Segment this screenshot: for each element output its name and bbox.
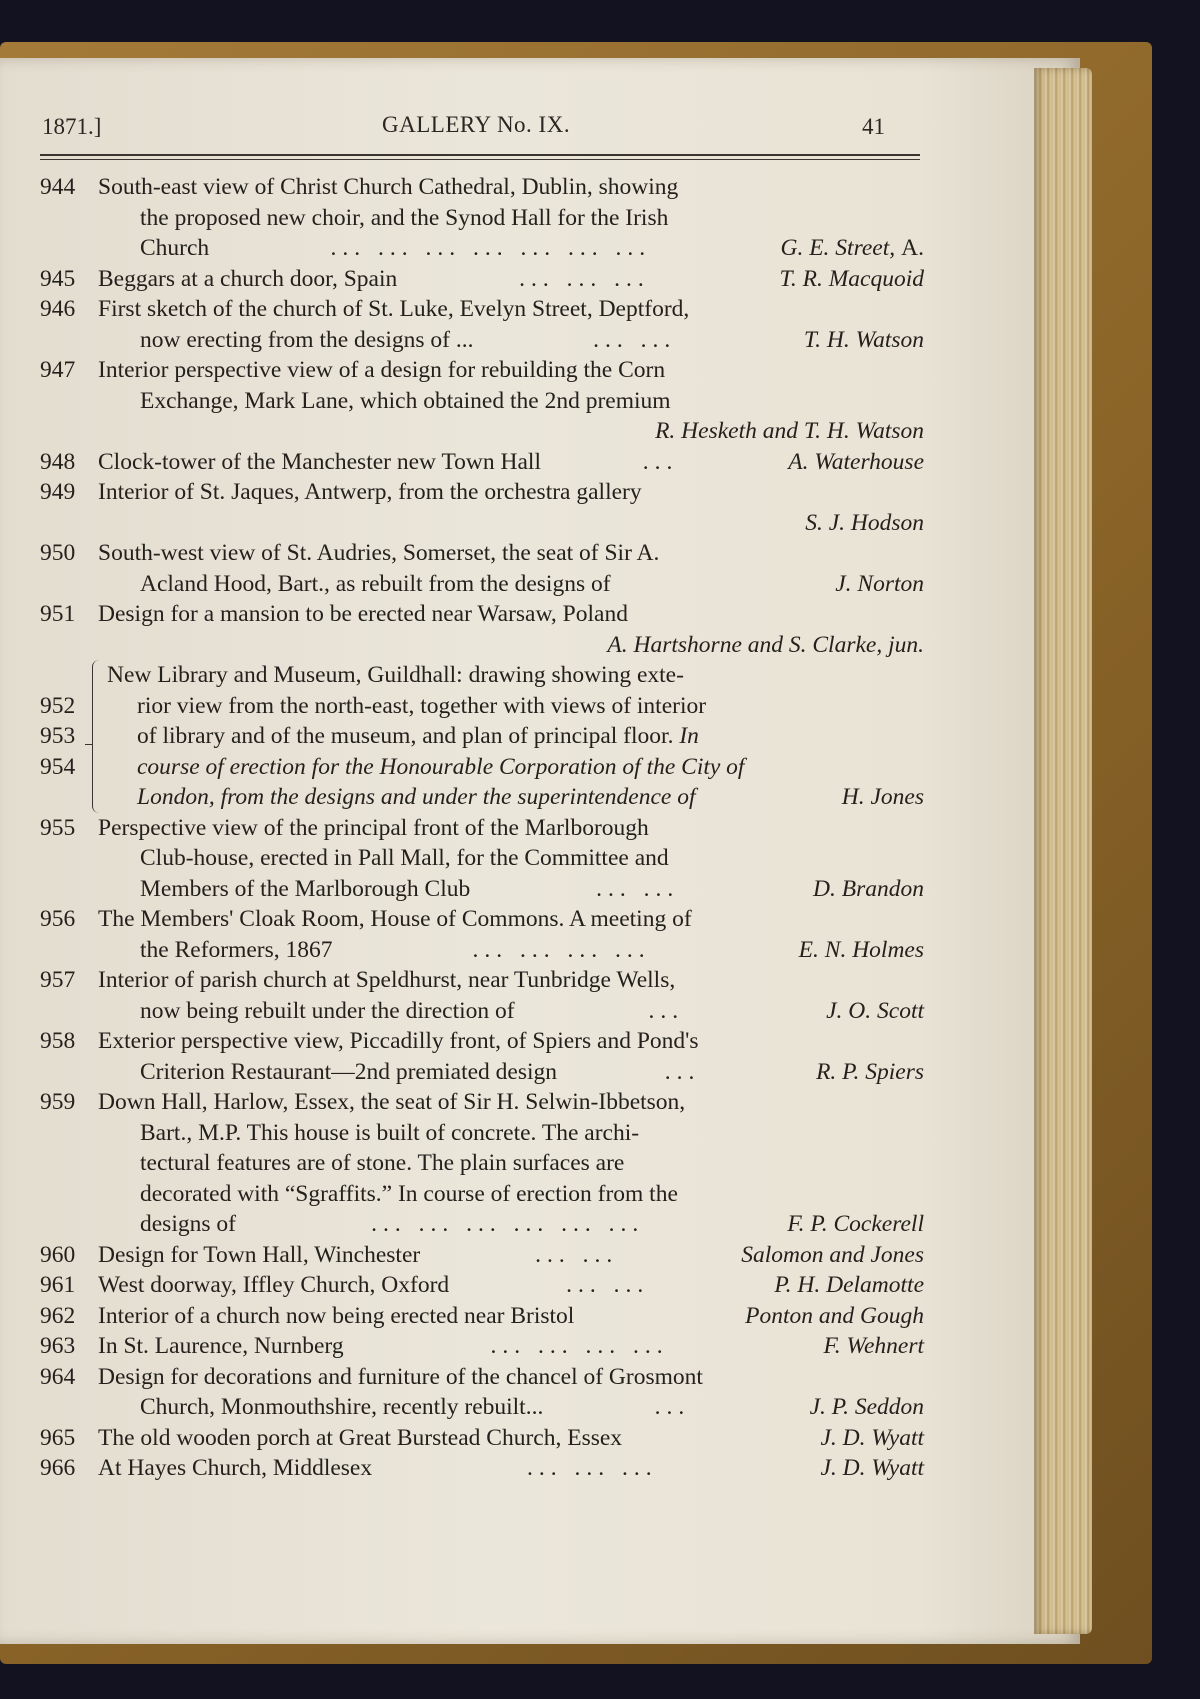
entry-author: R. P. Spiers: [816, 1058, 924, 1085]
entry-text: Acland Hood, Bart., as rebuilt from the designs of: [140, 570, 611, 597]
entry-number: 963: [40, 1333, 76, 1359]
entry-number: 946: [40, 296, 76, 322]
entry-number: 947: [40, 357, 76, 383]
entry-line: [98, 1331, 924, 1362]
entry-line: [98, 599, 924, 630]
entry-line: [98, 1026, 924, 1057]
entry-text: Church: [140, 235, 210, 261]
entry-text: South-east view of Christ Church Cathedral, Dublin, showing: [98, 174, 679, 200]
leader-dots: ...: [654, 1394, 691, 1420]
catalogue-entry: [40, 1087, 924, 1240]
catalogue-entry: [40, 965, 924, 1026]
entry-text: Design for a mansion to be erected near Warsaw, Poland: [98, 601, 628, 627]
catalogue-entry: [40, 1026, 924, 1087]
entry-text: Down Hall, Harlow, Essex, the seat of Sir H. Selwin-Ibbetson,: [98, 1089, 686, 1115]
entry-author: P. H. Delamotte: [774, 1272, 924, 1298]
entry-line: [98, 874, 924, 905]
catalogue-entry: [40, 1362, 924, 1423]
catalogue-entry: [40, 538, 924, 599]
entry-text: Perspective view of the principal front of the Marlborough: [98, 814, 649, 841]
entry-line: [98, 935, 924, 966]
entry-text: Interior perspective view of a design for rebuilding the Corn: [98, 357, 666, 383]
entry-line: [98, 904, 924, 935]
entry-text: Members of the Marlborough Club: [140, 875, 471, 902]
catalogue-entry: [40, 1423, 924, 1454]
catalogue-entry: [40, 1331, 924, 1362]
entry-line: [98, 325, 924, 356]
header-rule: [40, 154, 920, 156]
entry-author: A. Hartshorne and S. Clarke, jun.: [607, 631, 924, 658]
entry-author: S. J. Hodson: [805, 509, 924, 536]
entry-number: 950: [40, 540, 76, 566]
entry-author: Salomon and Jones: [741, 1241, 924, 1268]
entry-number: 957: [40, 967, 76, 993]
entry-text: the proposed new choir, and the Synod Hall for the Irish: [140, 204, 669, 231]
entry-number: 944: [40, 174, 76, 200]
entry-line: [98, 813, 924, 844]
entry-text: Design for Town Hall, Winchester: [98, 1241, 421, 1268]
entry-line: [98, 1423, 924, 1454]
entry-author: Ponton and Gough: [745, 1302, 924, 1329]
entry-number: 954: [40, 753, 76, 780]
page-edges: [1034, 68, 1092, 1634]
entry-number: 956: [40, 906, 76, 932]
entry-author: D. Brandon: [813, 875, 924, 902]
entry-author: T. H. Watson: [803, 326, 924, 353]
entry-text: West doorway, Iffley Church, Oxford: [98, 1272, 450, 1298]
entry-number: 952: [40, 692, 76, 719]
entry-text: At Hayes Church, Middlesex: [98, 1455, 373, 1481]
entry-text: designs of: [140, 1211, 236, 1237]
entry-author: F. P. Cockerell: [787, 1211, 924, 1237]
entry-line: [98, 1209, 924, 1240]
catalogue-entry: [40, 294, 924, 355]
entry-text: The old wooden porch at Great Burstead Church, Essex: [98, 1424, 623, 1451]
entry-author: J. D. Wyatt: [820, 1424, 924, 1451]
entry-line: [98, 1392, 924, 1423]
leader-dots: ...: [664, 1058, 701, 1085]
entry-line: [98, 294, 924, 325]
leader-dots: ... ...: [596, 875, 680, 902]
running-header: [40, 110, 920, 150]
leader-dots: ... ... ... ... ... ... ...: [330, 235, 652, 261]
entry-author: J. D. Wyatt: [820, 1455, 924, 1481]
entry-author: J. Norton: [835, 570, 924, 597]
entry-text: Club-house, erected in Pall Mall, for the Committee and: [140, 845, 669, 871]
catalogue-entry: [40, 355, 924, 447]
catalogue-entry: [40, 477, 924, 538]
leader-dots: ... ...: [535, 1241, 619, 1268]
entry-text: Exchange, Mark Lane, which obtained the 2nd premium: [140, 387, 671, 414]
entry-author: J. P. Seddon: [809, 1394, 924, 1420]
entry-number: 962: [40, 1302, 76, 1329]
entry-number: 960: [40, 1241, 76, 1268]
entry-number: 961: [40, 1272, 76, 1298]
header-rule-thin: [40, 159, 920, 160]
entry-text: Exterior perspective view, Piccadilly front, of Spiers and Pond's: [98, 1028, 699, 1054]
entry-line: London, from the designs and under the superintendence of H. Jones: [107, 782, 924, 813]
entry-line: [98, 1240, 924, 1271]
leader-dots: ...: [648, 997, 685, 1024]
entry-text: Clock-tower of the Manchester new Town Hall: [98, 448, 541, 475]
entry-text: Criterion Restaurant—2nd premiated design: [140, 1058, 558, 1085]
catalogue-entry: [40, 172, 924, 264]
entry-text: First sketch of the church of St. Luke, Evelyn Street, Deptford,: [98, 296, 690, 322]
entry-line: [98, 965, 924, 996]
entry-text: tectural features are of stone. The plain surfaces are: [140, 1150, 625, 1176]
leader-dots: ... ... ...: [526, 1455, 658, 1481]
entry-author: G. E. Street,: [780, 235, 896, 261]
entry-line: [98, 843, 924, 874]
entry-line: [98, 386, 924, 417]
brace: [92, 660, 99, 813]
entry-number: 958: [40, 1028, 76, 1054]
entry-line: [98, 996, 924, 1027]
entry-line: [98, 630, 924, 661]
entry-line: [98, 1148, 924, 1179]
entry-line: [98, 508, 924, 539]
entry-number: 953: [40, 723, 76, 749]
entry-text: decorated with “Sgraffits.” In course of erection from the: [140, 1180, 678, 1207]
leader-dots: ... ...: [566, 1272, 650, 1298]
entry-number: 945: [40, 265, 76, 292]
catalogue-entry: [40, 1270, 924, 1301]
leader-dots: ...: [642, 448, 679, 475]
entry-text: Interior of parish church at Speldhurst, near Tunbridge Wells,: [98, 967, 676, 993]
leader-dots: ... ...: [593, 326, 677, 353]
entry-line: [98, 416, 924, 447]
entry-line: rior view from the north-east, together with views of interior: [137, 692, 707, 719]
catalogue-entry: [40, 599, 924, 660]
entry-line: [98, 538, 924, 569]
entry-line: [98, 1118, 924, 1149]
entry-text: In St. Laurence, Nurnberg: [98, 1333, 344, 1359]
author-suffix: A.: [901, 235, 924, 261]
catalogue-entry-group: [40, 660, 924, 813]
entry-line: [98, 172, 924, 203]
entry-line: course of erection for the Honourable Corporation of the City of: [137, 753, 745, 780]
entry-numbers: [40, 660, 92, 813]
entry-line: [98, 355, 924, 386]
entry-text: Design for decorations and furniture of the chancel of Grosmont: [98, 1363, 703, 1390]
entry-number: 966: [40, 1455, 76, 1481]
leader-dots: ... ... ...: [519, 265, 650, 292]
entry-author: T. R. Macquoid: [779, 265, 924, 292]
entry-text: now erecting from the designs of ...: [140, 326, 474, 353]
entry-text: Interior of a church now being erected near Bristol: [98, 1302, 575, 1329]
catalogue-entry: [40, 813, 924, 905]
entry-line: [98, 1179, 924, 1210]
entry-author: F. Wehnert: [823, 1333, 924, 1359]
header-year: 1871.]: [42, 114, 102, 139]
entry-author: J. O. Scott: [826, 997, 924, 1024]
entry-author: H. Jones: [841, 784, 924, 810]
catalogue-entry: [40, 264, 924, 295]
catalogue-list: [40, 172, 924, 1484]
entry-number: 964: [40, 1363, 76, 1390]
catalogue-entry: [40, 1240, 924, 1271]
entry-line: [98, 1453, 924, 1484]
entry-line: [98, 1270, 924, 1301]
entry-line: [98, 1057, 924, 1088]
entry-line: [98, 233, 924, 264]
entry-line: [98, 264, 924, 295]
catalogue-entry: [40, 904, 924, 965]
entry-text: Church, Monmouthshire, recently rebuilt...: [140, 1394, 544, 1420]
entry-number: 955: [40, 814, 76, 841]
entry-line: [98, 1362, 924, 1393]
entry-line: of library and of the museum, and plan of principal floor. In: [137, 723, 699, 749]
entry-text: Bart., M.P. This house is built of concrete. The archi-: [140, 1119, 640, 1146]
entry-number: 951: [40, 601, 76, 627]
entry-text: the Reformers, 1867: [140, 936, 333, 963]
entry-author: E. N. Holmes: [798, 936, 924, 963]
entry-line: [98, 569, 924, 600]
entry-number: 948: [40, 448, 76, 475]
entry-author: R. Hesketh and T. H. Watson: [655, 418, 924, 444]
entry-line: New Library and Museum, Guildhall: drawing showing exte-: [107, 662, 684, 688]
entry-text: now being rebuilt under the direction of: [140, 997, 515, 1024]
leader-dots: ... ... ... ...: [490, 1333, 669, 1359]
leader-dots: ... ... ... ...: [472, 936, 651, 963]
leader-dots: ... ... ... ... ... ...: [371, 1211, 645, 1237]
catalogue-entry: [40, 447, 924, 478]
entry-text: Interior of St. Jaques, Antwerp, from the orchestra gallery: [98, 479, 642, 505]
page-number: 41: [862, 114, 885, 139]
entry-line: [98, 1301, 924, 1332]
entry-line: [98, 1087, 924, 1118]
entry-text: South-west view of St. Audries, Somerset, the seat of Sir A.: [98, 540, 660, 566]
header-title: GALLERY No. IX.: [382, 112, 571, 137]
catalogue-entry: [40, 1453, 924, 1484]
entry-text: Beggars at a church door, Spain: [98, 265, 398, 292]
entry-line: [98, 447, 924, 478]
entry-author: A. Waterhouse: [788, 448, 924, 475]
catalogue-entry: [40, 1301, 924, 1332]
entry-text: The Members' Cloak Room, House of Commons. A meeting of: [98, 906, 692, 932]
entry-number: 965: [40, 1424, 76, 1451]
entry-line: [98, 203, 924, 234]
entry-number: 959: [40, 1089, 76, 1115]
entry-line: [98, 477, 924, 508]
entry-number: 949: [40, 479, 76, 505]
